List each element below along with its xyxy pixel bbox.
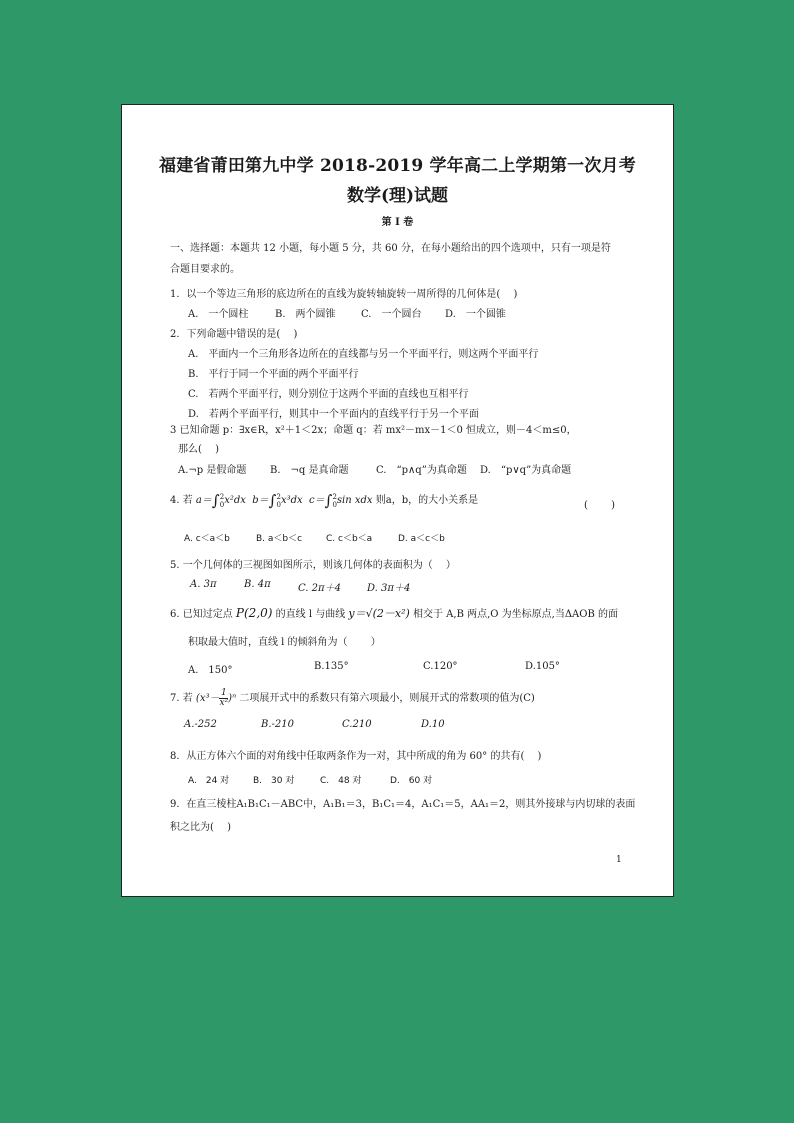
question-9-stem-line2: 积之比为( )	[170, 822, 231, 833]
question-2-option-a: A. 平面内一个三角形各边所在的直线都与另一个平面平行，则这两个平面平行	[188, 349, 539, 360]
question-6-option-d: D.105°	[525, 661, 560, 672]
question-1-option-c: C. 一个圆台	[361, 309, 422, 320]
question-2-option-b: B. 平行于同一个平面的两个平面平行	[188, 369, 359, 380]
question-6-curve: y＝√(2－x²)	[348, 607, 410, 620]
question-6-stem-line1	[170, 605, 618, 621]
question-2-stem: 2．下列命题中错误的是( )	[170, 329, 298, 340]
section-label: 第 Ⅰ 卷	[381, 217, 414, 228]
question-8-option-b: B. 30 对	[253, 776, 295, 786]
instructions-line2: 合题目要求的。	[170, 264, 240, 275]
question-1-option-a: A. 一个圆柱	[188, 309, 249, 320]
question-4-integrand-b: x³dx	[280, 495, 303, 506]
question-7-expr-left: (x³－	[195, 693, 220, 704]
question-2-option-d: D. 若两个平面平行，则其中一个平面内的直线平行于另一个平面	[188, 409, 479, 420]
exam-page	[121, 104, 674, 897]
question-2-option-c: C. 若两个平面平行，则分别位于这两个平面的直线也互相平行	[188, 389, 469, 400]
question-6-point: P(2,0)	[235, 606, 273, 620]
question-6-text-b: 的直线 l 与曲线	[275, 609, 346, 620]
question-5-stem: 5. 一个几何体的三视图如图所示，则该几何体的表面积为（ ）	[170, 560, 456, 571]
question-7-fraction: $\frac{1}{\text{x²}}$	[219, 688, 229, 708]
question-7-prefix: 7. 若	[170, 693, 193, 704]
question-6-option-c: C.120°	[423, 661, 458, 672]
question-7-option-a: A.-252	[184, 719, 217, 730]
question-7-expr-right: )ⁿ	[228, 693, 237, 704]
question-4-c-eq: c＝	[309, 495, 325, 506]
question-6-option-a: A. 150°	[188, 665, 233, 676]
question-4-option-a: A. c＜a＜b	[184, 534, 230, 544]
question-6-stem-line2: 积取最大值时，直线 l 的倾斜角为（ ）	[188, 637, 381, 648]
question-3-option-b: B. ¬q 是真命题	[270, 465, 349, 476]
question-4-integrand-a: x²dx	[224, 495, 246, 506]
question-8-stem: 8．从正方体六个面的对角线中任取两条作为一对，其中所成的角为 60° 的共有( )	[170, 751, 542, 762]
question-4-integrand-c: sin xdx	[336, 495, 373, 506]
question-3-option-c: C. “p∧q”为真命题	[376, 465, 467, 476]
question-6-text-a: 6. 已知过定点	[170, 609, 233, 620]
question-8-option-d: D. 60 对	[390, 776, 433, 786]
question-5-option-b: B. 4π	[244, 579, 271, 590]
question-1-stem: 1．以一个等边三角形的底边所在的直线为旋转轴旋转一周所得的几何体是( )	[170, 289, 518, 300]
question-3-stem-line1: 3 已知命题 p：∃x∈R，x²＋1＜2x；命题 q：若 mx²－mx－1＜0 恒成立，则－4＜m≤0，	[170, 425, 577, 436]
question-5-option-c: C. 2π＋4	[298, 583, 341, 594]
question-7-option-b: B.-210	[261, 719, 294, 730]
question-4-prefix: 4. 若	[170, 495, 193, 506]
question-7-option-c: C.210	[342, 719, 372, 730]
page-number: 1	[616, 855, 622, 865]
question-3-option-d: D. “p∨q”为真命题	[480, 465, 572, 476]
exam-subtitle: 数学(理)试题	[346, 186, 449, 206]
question-7-text: 二项展开式中的系数只有第六项最小，则展开式的常数项的值为(C)	[239, 693, 535, 704]
question-3-stem-line2: 那么( )	[178, 444, 219, 455]
exam-title: 福建省莆田第九中学 2018-2019 学年高二上学期第一次月考	[159, 156, 636, 176]
question-4-option-c: C. c＜b＜a	[326, 534, 373, 544]
question-4-option-b: B. a＜b＜c	[256, 534, 303, 544]
integral-sign-icon: ∫	[268, 491, 277, 510]
question-3-option-a: A.¬p 是假命题	[178, 465, 247, 476]
integral-limits: 2 0	[276, 492, 281, 509]
question-4-b-eq: b＝	[252, 495, 269, 506]
question-7-stem	[170, 689, 535, 708]
integral-limits: 2 0	[219, 492, 225, 509]
question-4-a-eq: a＝	[195, 495, 212, 506]
question-6-text-c: 相交于 A,B 两点,O 为坐标原点,当ΔAOB 的面	[413, 609, 619, 620]
question-8-option-a: A. 24 对	[188, 776, 230, 786]
integral-sign-icon: ∫	[324, 491, 333, 510]
question-9-stem-line1: 9．在直三棱柱A₁B₁C₁－ABC中，A₁B₁＝3，B₁C₁＝4，A₁C₁＝5，AA₁＝2，则其外接球与内切球的表面	[170, 799, 636, 810]
question-1-option-b: B. 两个圆锥	[275, 309, 336, 320]
question-4-tail: 则a，b，的大小关系是	[375, 495, 479, 506]
question-5-option-a: A. 3π	[190, 579, 217, 590]
question-5-option-d: D. 3π＋4	[367, 583, 411, 594]
question-4-stem	[170, 491, 478, 510]
instructions-line1: 一、选择题：本题共 12 小题，每小题 5 分，共 60 分，在每小题给出的四个选项中，只有一项是符	[170, 243, 611, 254]
question-4-answer-paren: ( )	[584, 500, 615, 511]
question-4-option-d: D. a＜c＜b	[398, 534, 445, 544]
integral-sign-icon: ∫	[211, 491, 220, 510]
question-1-option-d: D. 一个圆锥	[445, 309, 506, 320]
integral-limits: 2 0	[332, 492, 337, 509]
question-7-option-d: D.10	[421, 719, 445, 730]
question-8-option-c: C. 48 对	[320, 776, 362, 786]
question-6-option-b: B.135°	[314, 661, 349, 672]
